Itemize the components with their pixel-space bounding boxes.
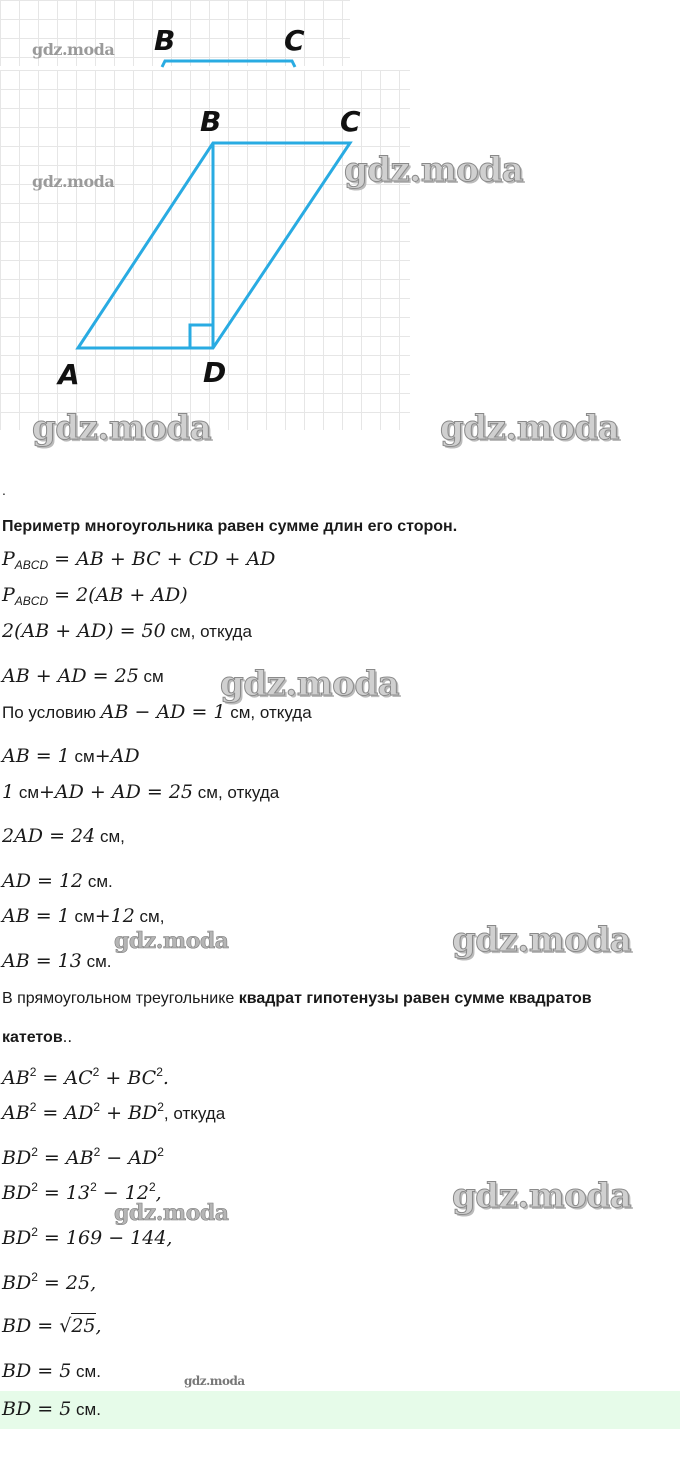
watermark: gdz.moda xyxy=(32,408,212,448)
equation-line: $P_{ABCD}$ = AB + BC + CD + AD xyxy=(2,548,276,572)
equation-line: AB + AD = 25 см xyxy=(2,665,164,687)
equation-line: 1 см+AD + AD = 25 см, откуда xyxy=(2,781,280,803)
right-angle-mark xyxy=(190,325,213,348)
point-label-c-top: C xyxy=(284,24,305,57)
watermark: gdz.moda xyxy=(114,1200,229,1226)
equation-line: $P_{ABCD} = 2(AB + AD)$ xyxy=(2,584,188,608)
watermark: gdz.moda xyxy=(114,928,229,954)
watermark: gdz.moda xyxy=(220,664,400,704)
point-label-d: D xyxy=(203,356,227,389)
equation-line: BD = √25, xyxy=(2,1315,102,1337)
equation-line: AB = 1 см+12 см, xyxy=(2,905,165,927)
final-answer: BD = 5 см. xyxy=(2,1398,101,1420)
watermark: gdz.moda xyxy=(32,172,115,191)
equation-line: $BD^2 = AB^2 - AD^2$ xyxy=(2,1145,164,1169)
watermark: gdz.moda xyxy=(184,1374,245,1388)
answer-highlight xyxy=(0,1391,680,1429)
perimeter-rule: Периметр многоугольника равен сумме длин его сторон. xyxy=(2,518,458,535)
equation-line: AD = 12 см. xyxy=(2,870,113,892)
equation-line: $AB^2 = AD^2 + BD^2$, откуда xyxy=(2,1100,226,1124)
sqrt-sign: √ xyxy=(59,1315,72,1337)
equation-line: 2(AB + AD) = 50 см, откуда xyxy=(2,620,252,642)
parallelogram-figure xyxy=(0,0,680,440)
equation-line: $AB^2 = AC^2 + BC^2$. xyxy=(2,1065,169,1089)
watermark: gdz.moda xyxy=(32,40,115,59)
equation-line: AB = 1 см+AD xyxy=(2,745,140,767)
point-label-b-top: B xyxy=(154,24,176,57)
equation-line: По условию AB − AD = 1 см, откуда xyxy=(2,701,312,723)
equation-line: $BD^2 = 169 - 144$, xyxy=(2,1225,173,1249)
watermark: gdz.moda xyxy=(452,1176,632,1216)
equation-line: AB = 13 см. xyxy=(2,950,112,972)
point-label-b: B xyxy=(200,105,222,138)
point-label-c: C xyxy=(340,105,361,138)
segment-bc-top xyxy=(162,61,295,67)
point-label-a: A xyxy=(58,358,80,391)
equation-line: $BD^2 = 13^2 - 12^2$, xyxy=(2,1180,162,1204)
equation-line: $BD^2 = 25$, xyxy=(2,1270,97,1294)
watermark: gdz.moda xyxy=(440,408,620,448)
watermark: gdz.moda xyxy=(452,920,632,960)
equation-line: 2AD = 24 см, xyxy=(2,825,125,847)
watermark: gdz.moda xyxy=(344,150,524,190)
stray-dot: . xyxy=(2,482,6,498)
equation-line: BD = 5 см. xyxy=(2,1360,101,1382)
pythagoras-rule-end: катетов.. xyxy=(2,1027,73,1046)
pythagoras-rule: В прямоугольном треугольнике квадрат гипотенузы равен сумме квадратов xyxy=(2,990,592,1007)
